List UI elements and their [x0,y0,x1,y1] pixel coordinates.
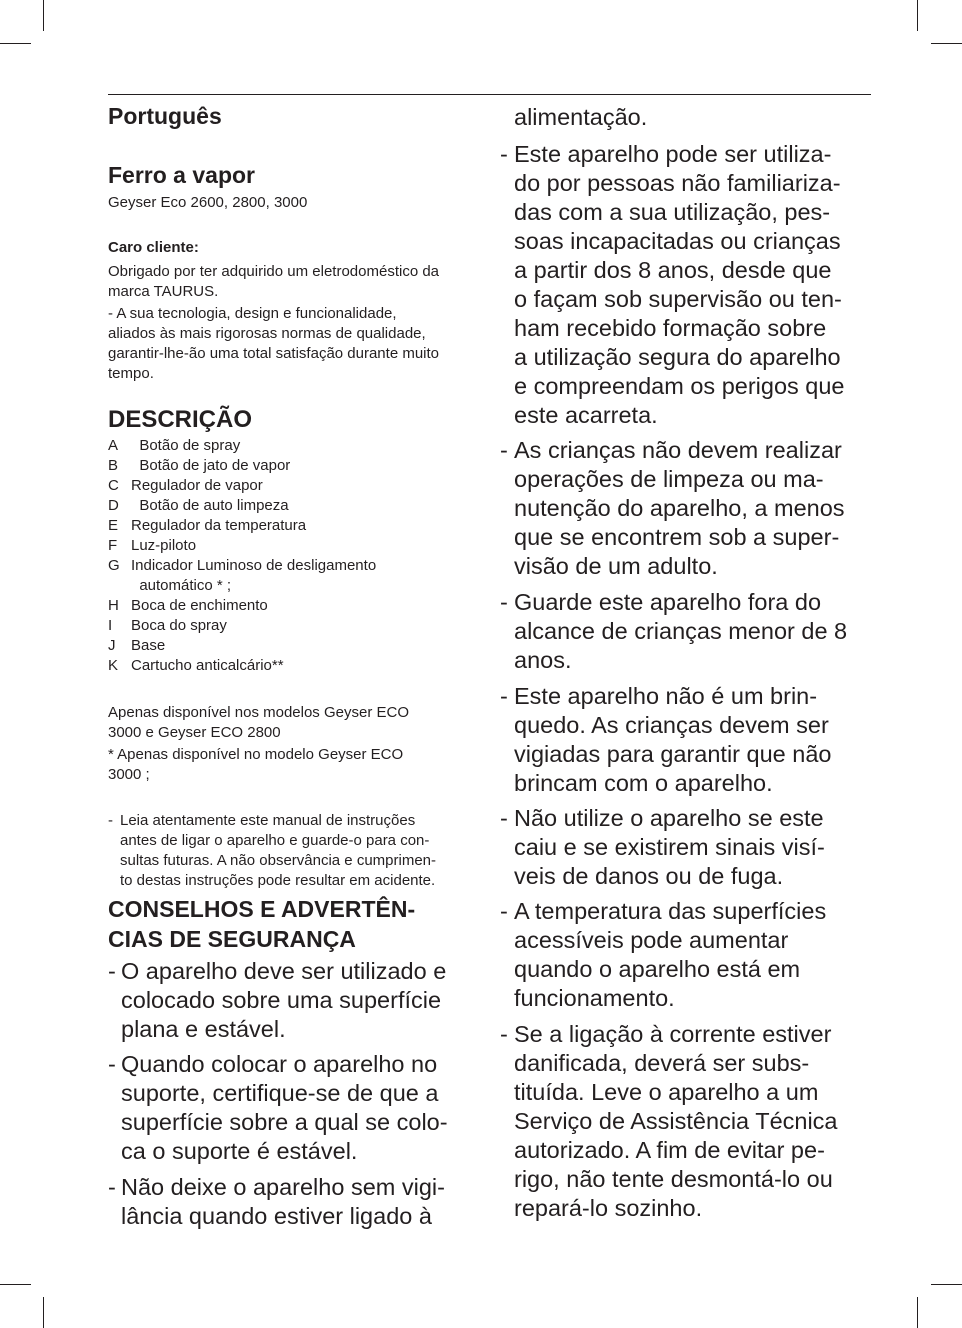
language-heading: Português [108,103,222,129]
safety-item: - Este aparelho não é um brin- quedo. As crianças devem ser vigiadas para garantir que não brincam com o aparelho. [500,683,832,796]
crop-mark [43,1297,44,1328]
crop-mark [917,0,918,31]
safety-item: - Se a ligação à corrente estiver danificada, deverá ser subs- tituída. Leve o aparelho a um Serviço de Assistência Técnica autorizado. A fim de evitar pe- rigo, não tente desmontá-lo ou repará-lo sozinho. [500,1021,838,1221]
list-item: B Botão de jato de vapor [108,457,291,474]
intro-thanks: Obrigado por ter adquirido um eletrodoméstico da marca TAURUS. [108,263,440,300]
description-list [108,436,480,681]
list-item: automático * ; [131,577,232,594]
safety-item: - O aparelho deve ser utilizado e colocado sobre uma superfície plana e estável. [108,958,447,1042]
continuation-text: alimentação. [514,104,648,130]
intro-quality: - A sua tecnologia, design e funcionalidade, aliados às mais rigorosas normas de qualidade, garantir-lhe-ão uma total satisfação durante muito tempo. [108,305,440,382]
safety-item: - Quando colocar o aparelho no suporte, certifique-se de que a superfície sobre a qual se colo- ca o suporte é estável. [108,1051,448,1164]
crop-mark [917,1297,918,1328]
product-title: Ferro a vapor [108,162,255,188]
list-item: I Boca do spray [108,617,227,634]
list-item: D Botão de auto limpeza [108,497,289,514]
safety-heading: CONSELHOS E ADVERTÊN- CIAS DE SEGURANÇA [108,896,416,952]
safety-item: - Não deixe o aparelho sem vigi- lância quando estiver ligado à [108,1174,445,1229]
safety-item: - A temperatura das superfícies acessíveis pode aumentar quando o aparelho está em funcionamento. [500,898,827,1011]
crop-mark [0,43,31,44]
list-item: E Regulador da temperatura [108,517,307,534]
crop-mark [931,43,962,44]
safety-item: - Não utilize o aparelho se este caiu e se existirem sinais visí- veis de danos ou de fuga. [500,805,825,889]
list-item: C Regulador de vapor [108,477,263,494]
list-item: F Luz-piloto [108,537,197,554]
description-heading: DESCRIÇÃO [108,406,253,433]
availability-note: Apenas disponível nos modelos Geyser ECO 3000 e Geyser ECO 2800 [108,704,409,741]
list-item: A Botão de spray [108,437,241,454]
safety-item: - As crianças não devem realizar operações de limpeza ou ma- nutenção do aparelho, a menos que se encontrem sob a super- visão de um adulto. [500,437,845,579]
header-rule [108,94,871,95]
read-instructions-note: - Leia atentamente este manual de instruções antes de ligar o aparelho e guarde-o para con- sultas futuras. A não observância e cumprimen- to destas instruções pode resultar em acidente. [108,812,436,889]
availability-note-2: * Apenas disponível no modelo Geyser ECO 3000 ; [108,746,404,783]
list-item: K Cartucho anticalcário** [108,657,284,674]
crop-mark [0,1284,31,1285]
product-models: Geyser Eco 2600, 2800, 3000 [108,194,308,211]
safety-item: - Guarde este aparelho fora do alcance de crianças menor de 8 anos. [500,589,848,673]
list-item: H Boca de enchimento [108,597,268,614]
greeting: Caro cliente: [108,239,199,256]
list-item: G Indicador Luminoso de desligamento [108,557,377,574]
safety-item: - Este aparelho pode ser utiliza- do por pessoas não familiariza- das com a sua utilização, pes- soas incapacitadas ou crianças a partir dos 8 anos, desde que o façam sob supervisão ou ten- ham recebido formação sobre a utilização segura do aparelho e compreendam os perigos que este acarreta. [500,141,845,428]
crop-mark [43,0,44,31]
list-item: J Base [108,637,166,654]
crop-mark [931,1284,962,1285]
